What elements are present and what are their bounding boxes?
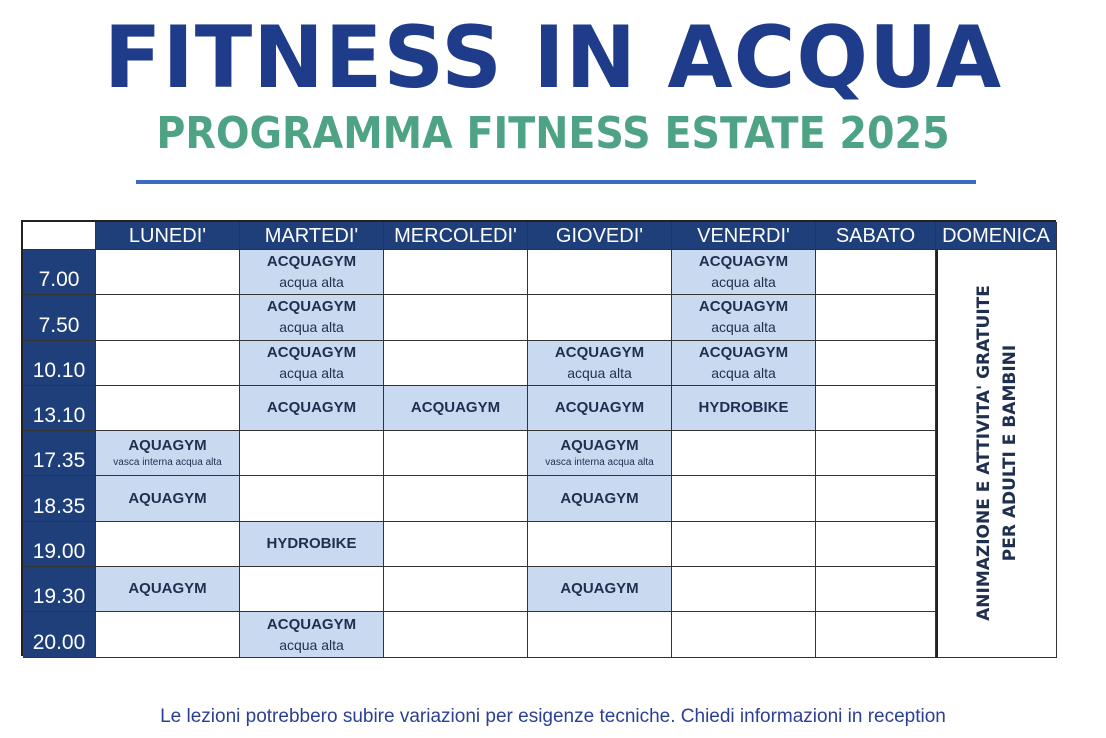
- empty-slot: [384, 341, 528, 386]
- empty-slot: [672, 522, 816, 567]
- empty-slot: [240, 476, 384, 521]
- class-slot: [96, 476, 240, 521]
- time-label: 19.30: [23, 567, 96, 612]
- sunday-line-2: PER ADULTI E BAMBINI: [1000, 345, 1020, 562]
- class-name: ACQUAGYM: [266, 615, 357, 633]
- class-name: ACQUAGYM: [266, 298, 357, 316]
- class-name: ACQUAGYM: [698, 253, 789, 271]
- title-divider: [136, 180, 976, 184]
- class-slot: [240, 386, 384, 431]
- class-name: ACQUAGYM: [266, 253, 357, 271]
- time-label: 7.50: [23, 295, 96, 340]
- class-slot: [528, 341, 672, 386]
- empty-slot: [384, 431, 528, 476]
- class-name: HYDROBIKE: [266, 534, 357, 552]
- day-header-giovedi: GIOVEDI': [528, 222, 672, 250]
- empty-slot: [816, 295, 936, 340]
- class-name: HYDROBIKE: [698, 399, 789, 417]
- class-slot: [528, 431, 672, 476]
- class-detail: acqua alta: [711, 274, 776, 291]
- class-name: ACQUAGYM: [410, 399, 501, 417]
- class-detail: acqua alta: [279, 364, 344, 381]
- empty-slot: [96, 250, 240, 295]
- empty-slot: [384, 250, 528, 295]
- class-name: ACQUAGYM: [554, 343, 645, 361]
- day-header-venerdi: VENERDI': [672, 222, 816, 250]
- class-slot: [240, 612, 384, 657]
- class-name: AQUAGYM: [128, 489, 207, 507]
- time-label: 20.00: [23, 612, 96, 657]
- class-slot: [240, 341, 384, 386]
- empty-slot: [96, 612, 240, 657]
- day-header-martedi: MARTEDI': [240, 222, 384, 250]
- day-header-mercoledi: MERCOLEDI': [384, 222, 528, 250]
- class-detail: acqua alta: [711, 319, 776, 336]
- class-slot: [528, 476, 672, 521]
- class-name: AQUAGYM: [128, 580, 207, 598]
- empty-slot: [240, 567, 384, 612]
- empty-slot: [384, 567, 528, 612]
- corner-cell: [23, 222, 96, 250]
- empty-slot: [96, 341, 240, 386]
- class-detail: acqua alta: [279, 274, 344, 291]
- sunday-activities-text: [971, 285, 1023, 621]
- empty-slot: [816, 612, 936, 657]
- class-slot: [672, 341, 816, 386]
- class-slot: [672, 295, 816, 340]
- time-label: 18.35: [23, 476, 96, 521]
- empty-slot: [816, 476, 936, 521]
- empty-slot: [96, 522, 240, 567]
- class-name: AQUAGYM: [560, 580, 639, 598]
- time-label: 13.10: [23, 386, 96, 431]
- empty-slot: [384, 612, 528, 657]
- day-header-sabato: SABATO: [816, 222, 936, 250]
- class-detail: acqua alta: [279, 319, 344, 336]
- class-slot: [528, 567, 672, 612]
- schedule-table: [21, 220, 1056, 656]
- empty-slot: [528, 250, 672, 295]
- class-name: ACQUAGYM: [554, 399, 645, 417]
- empty-slot: [528, 522, 672, 567]
- class-name: AQUAGYM: [560, 437, 639, 455]
- empty-slot: [96, 295, 240, 340]
- class-name: ACQUAGYM: [266, 399, 357, 417]
- class-detail: acqua alta: [567, 364, 632, 381]
- class-slot: [96, 567, 240, 612]
- empty-slot: [816, 431, 936, 476]
- class-slot: [672, 250, 816, 295]
- class-detail: vasca interna acqua alta: [113, 457, 222, 469]
- class-slot: [384, 386, 528, 431]
- empty-slot: [240, 431, 384, 476]
- empty-slot: [384, 476, 528, 521]
- class-name: ACQUAGYM: [698, 343, 789, 361]
- class-slot: [240, 522, 384, 567]
- empty-slot: [816, 567, 936, 612]
- class-slot: [240, 250, 384, 295]
- empty-slot: [672, 567, 816, 612]
- class-name: AQUAGYM: [560, 489, 639, 507]
- empty-slot: [816, 250, 936, 295]
- empty-slot: [816, 386, 936, 431]
- empty-slot: [96, 386, 240, 431]
- empty-slot: [528, 612, 672, 657]
- empty-slot: [816, 341, 936, 386]
- day-header-domenica: DOMENICA: [936, 222, 1057, 250]
- day-header-lunedi: LUNEDI': [96, 222, 240, 250]
- time-label: 10.10: [23, 341, 96, 386]
- sunday-line-1: ANIMAZIONE E ATTIVITA' GRATUITE: [974, 285, 994, 622]
- empty-slot: [384, 522, 528, 567]
- class-slot: [240, 295, 384, 340]
- page-title: FITNESS IN ACQUA: [103, 8, 1003, 108]
- class-detail: vasca interna acqua alta: [545, 457, 654, 469]
- class-name: ACQUAGYM: [698, 298, 789, 316]
- class-detail: acqua alta: [279, 636, 344, 653]
- empty-slot: [816, 522, 936, 567]
- empty-slot: [672, 431, 816, 476]
- empty-slot: [528, 295, 672, 340]
- class-name: ACQUAGYM: [266, 343, 357, 361]
- sunday-activities: [936, 250, 1057, 658]
- time-label: 17.35: [23, 431, 96, 476]
- empty-slot: [384, 295, 528, 340]
- time-label: 19.00: [23, 522, 96, 567]
- footer-note: Le lezioni potrebbero subire variazioni per esigenze tecniche. Chiedi informazioni in reception: [160, 706, 946, 727]
- class-slot: [96, 431, 240, 476]
- class-detail: acqua alta: [711, 364, 776, 381]
- page-subtitle: PROGRAMMA FITNESS ESTATE 2025: [156, 108, 950, 159]
- class-slot: [672, 386, 816, 431]
- class-slot: [528, 386, 672, 431]
- empty-slot: [672, 476, 816, 521]
- time-label: 7.00: [23, 250, 96, 295]
- empty-slot: [672, 612, 816, 657]
- class-name: AQUAGYM: [128, 437, 207, 455]
